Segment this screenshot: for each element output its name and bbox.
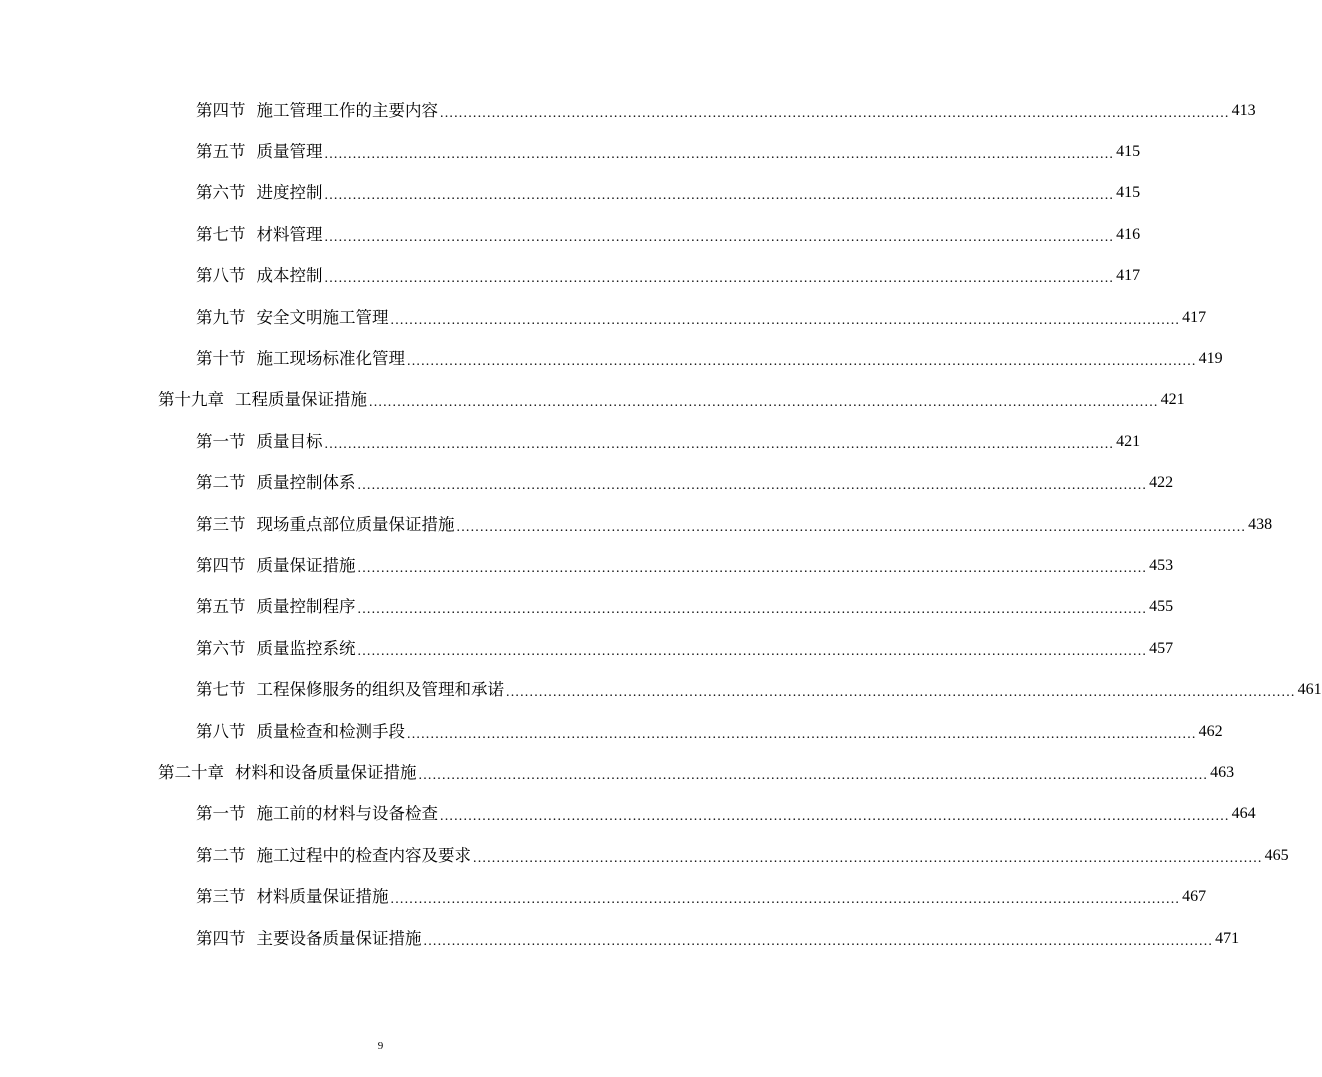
toc-entry-title: 质量控制程序	[256, 597, 356, 617]
toc-entry-page: 438	[1248, 515, 1273, 533]
toc-entry-label: 第九节	[196, 307, 246, 327]
toc-entry-title: 施工过程中的检查内容及要求	[256, 845, 471, 865]
toc-entry-page: 465	[1264, 846, 1289, 864]
page-number: 9	[377, 1040, 384, 1052]
toc-chapter-title: 材料和设备质量保证措施	[235, 762, 417, 782]
dot-leader	[325, 145, 1115, 165]
toc-entry-label: 第一节	[196, 804, 246, 824]
toc-entry-label: 第三节	[196, 887, 246, 907]
toc-entry-label: 第六节	[196, 638, 246, 658]
toc-entry[interactable]	[0, 90, 1256, 131]
toc-entry[interactable]	[0, 711, 1223, 752]
table-of-contents	[0, 90, 1322, 959]
toc-entry-page: 422	[1149, 474, 1174, 492]
dot-leader	[325, 269, 1115, 289]
dot-leader	[440, 104, 1230, 124]
toc-entry-title: 工程保修服务的组织及管理和承诺	[256, 680, 504, 700]
toc-chapter-label: 第二十章	[158, 762, 224, 782]
toc-entry-page: 413	[1231, 101, 1256, 119]
toc-entry[interactable]	[0, 131, 1141, 172]
toc-entry-title: 质量控制体系	[256, 473, 356, 493]
dot-leader	[407, 352, 1197, 372]
dot-leader	[419, 766, 1209, 786]
toc-chapter-entry[interactable]	[0, 380, 1185, 421]
toc-entry-label: 第七节	[196, 680, 246, 700]
toc-entry-title: 现场重点部位质量保证措施	[256, 514, 455, 534]
toc-entry[interactable]	[0, 173, 1141, 214]
toc-entry-label: 第二节	[196, 845, 246, 865]
toc-entry[interactable]	[0, 297, 1207, 338]
toc-entry-label: 第一节	[196, 431, 246, 451]
toc-chapter-page: 463	[1210, 763, 1235, 781]
toc-entry-page: 417	[1116, 267, 1141, 285]
toc-entry-page: 416	[1116, 225, 1141, 243]
toc-entry-label: 第五节	[196, 597, 246, 617]
toc-entry-title: 质量监控系统	[256, 638, 356, 658]
toc-entry[interactable]	[0, 835, 1289, 876]
toc-entry[interactable]	[0, 628, 1174, 669]
toc-entry[interactable]	[0, 504, 1273, 545]
toc-entry-label: 第五节	[196, 142, 246, 162]
toc-entry-label: 第四节	[196, 555, 246, 575]
toc-entry-title: 进度控制	[256, 183, 323, 203]
toc-entry[interactable]	[0, 794, 1256, 835]
dot-leader	[506, 683, 1296, 703]
dot-leader	[407, 725, 1197, 745]
dot-leader	[457, 518, 1247, 538]
toc-entry-page: 471	[1215, 929, 1240, 947]
toc-entry-page: 421	[1116, 432, 1141, 450]
toc-entry-page: 467	[1182, 888, 1207, 906]
toc-entry-title: 成本控制	[256, 266, 323, 286]
toc-chapter-label: 第十九章	[158, 390, 224, 410]
toc-entry-page: 415	[1116, 143, 1141, 161]
toc-entry[interactable]	[0, 214, 1141, 255]
toc-entry[interactable]	[0, 669, 1322, 710]
toc-entry-label: 第三节	[196, 514, 246, 534]
toc-entry-title: 施工前的材料与设备检查	[256, 804, 438, 824]
toc-entry[interactable]	[0, 256, 1141, 297]
toc-entry-page: 457	[1149, 639, 1174, 657]
toc-entry-page: 461	[1297, 681, 1322, 699]
toc-entry-label: 第六节	[196, 183, 246, 203]
toc-entry-label: 第八节	[196, 721, 246, 741]
toc-entry-page: 464	[1231, 805, 1256, 823]
dot-leader	[358, 600, 1148, 620]
toc-entry-title: 质量目标	[256, 431, 323, 451]
toc-entry-page: 462	[1198, 722, 1223, 740]
toc-entry-title: 质量管理	[256, 142, 323, 162]
dot-leader	[358, 559, 1148, 579]
toc-entry-label: 第八节	[196, 266, 246, 286]
dot-leader	[325, 186, 1115, 206]
toc-entry[interactable]	[0, 587, 1174, 628]
dot-leader	[473, 849, 1263, 869]
dot-leader	[424, 932, 1214, 952]
toc-entry-title: 质量保证措施	[256, 555, 356, 575]
toc-entry-title: 材料质量保证措施	[256, 887, 389, 907]
dot-leader	[440, 807, 1230, 827]
dot-leader	[391, 311, 1181, 331]
toc-entry-title: 质量检查和检测手段	[256, 721, 405, 741]
dot-leader	[358, 476, 1148, 496]
toc-entry-title: 施工管理工作的主要内容	[256, 100, 438, 120]
toc-entry[interactable]	[0, 876, 1207, 917]
toc-entry-label: 第七节	[196, 224, 246, 244]
dot-leader	[391, 890, 1181, 910]
toc-entry[interactable]	[0, 421, 1141, 462]
toc-entry-page: 453	[1149, 556, 1174, 574]
toc-entry-title: 材料管理	[256, 224, 323, 244]
toc-entry[interactable]	[0, 545, 1174, 586]
toc-entry-label: 第十节	[196, 349, 246, 369]
toc-entry[interactable]	[0, 918, 1240, 959]
toc-chapter-entry[interactable]	[0, 752, 1235, 793]
dot-leader	[325, 228, 1115, 248]
toc-entry-title: 主要设备质量保证措施	[256, 928, 422, 948]
toc-entry-page: 417	[1182, 308, 1207, 326]
toc-entry-page: 455	[1149, 598, 1174, 616]
toc-entry-label: 第四节	[196, 100, 246, 120]
dot-leader	[358, 642, 1148, 662]
toc-entry[interactable]	[0, 463, 1174, 504]
toc-entry[interactable]	[0, 338, 1223, 379]
toc-entry-title: 施工现场标准化管理	[256, 349, 405, 369]
toc-chapter-page: 421	[1160, 391, 1185, 409]
toc-chapter-title: 工程质量保证措施	[235, 390, 367, 410]
dot-leader	[325, 435, 1115, 455]
dot-leader	[369, 393, 1159, 413]
toc-entry-page: 419	[1198, 350, 1223, 368]
toc-entry-label: 第二节	[196, 473, 246, 493]
toc-entry-page: 415	[1116, 184, 1141, 202]
toc-entry-label: 第四节	[196, 928, 246, 948]
toc-entry-title: 安全文明施工管理	[256, 307, 389, 327]
